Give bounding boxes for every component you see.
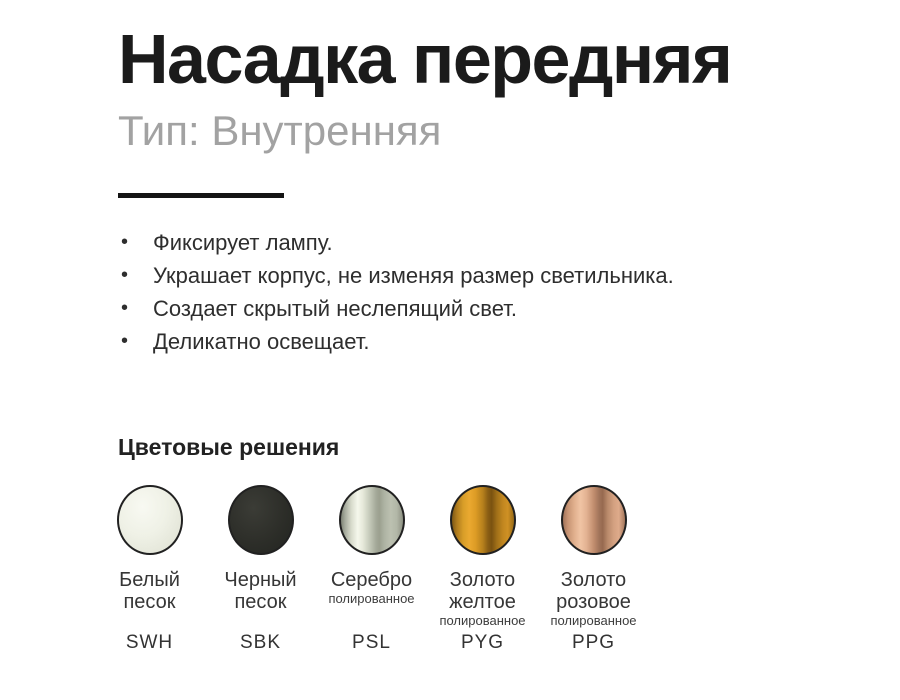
swatch-label [328, 569, 414, 633]
swatch-label [224, 569, 296, 633]
swatch-label [439, 569, 525, 633]
swatch-code: SWH [125, 632, 174, 653]
swatch-note: полированное [439, 613, 526, 628]
bullet-icon: • [121, 297, 129, 319]
feature-item [118, 325, 900, 358]
feature-text: Фиксирует лампу. [153, 230, 333, 255]
swatch-label [550, 569, 636, 633]
swatch-name-line: розовое [556, 591, 631, 613]
page-title: Насадка передняя [118, 20, 732, 98]
color-swatch-white-sand [117, 485, 183, 555]
color-swatch-rose-gold [561, 485, 627, 555]
swatch-code: PSL [352, 632, 391, 653]
swatch-column-rose-gold [538, 485, 649, 653]
swatch-name-line: Черный [224, 569, 297, 591]
swatch-grid [94, 485, 900, 653]
divider-rule [118, 193, 284, 198]
feature-text: Украшает корпус, не изменяя размер светильника. [153, 263, 674, 288]
swatch-name-line: Серебро [330, 569, 413, 591]
color-swatch-black-sand [228, 485, 294, 555]
feature-item [118, 259, 900, 292]
swatch-column-polished-silver [316, 485, 427, 653]
feature-text: Создает скрытый неслепящий свет. [153, 296, 517, 321]
swatch-column-white-sand [94, 485, 205, 653]
swatch-name-line: песок [123, 591, 176, 613]
swatch-column-black-sand [205, 485, 316, 653]
swatch-name-line: Золото [449, 569, 516, 591]
swatch-name-line: желтое [449, 591, 516, 613]
feature-list [118, 226, 900, 358]
page-subtitle: Тип: Внутренняя [118, 107, 442, 154]
swatch-label [119, 569, 180, 633]
swatch-name-line: песок [234, 591, 287, 613]
swatch-column-yellow-gold [427, 485, 538, 653]
colors-heading: Цветовые решения [118, 434, 340, 460]
swatch-code: PPG [571, 632, 616, 653]
bullet-icon: • [121, 264, 129, 286]
feature-text: Деликатно освещает. [153, 329, 370, 354]
swatch-note: полированное [328, 591, 415, 606]
color-swatch-yellow-gold [450, 485, 516, 555]
swatch-note: полированное [550, 613, 637, 628]
swatch-name-line: Белый [119, 569, 180, 591]
color-swatch-polished-silver [339, 485, 405, 555]
swatch-name-line: Золото [560, 569, 627, 591]
swatch-code: SBK [239, 632, 282, 653]
bullet-icon: • [121, 330, 129, 352]
feature-item [118, 292, 900, 325]
feature-item [118, 226, 900, 259]
bullet-icon: • [121, 231, 129, 253]
swatch-code: PYG [460, 632, 505, 653]
